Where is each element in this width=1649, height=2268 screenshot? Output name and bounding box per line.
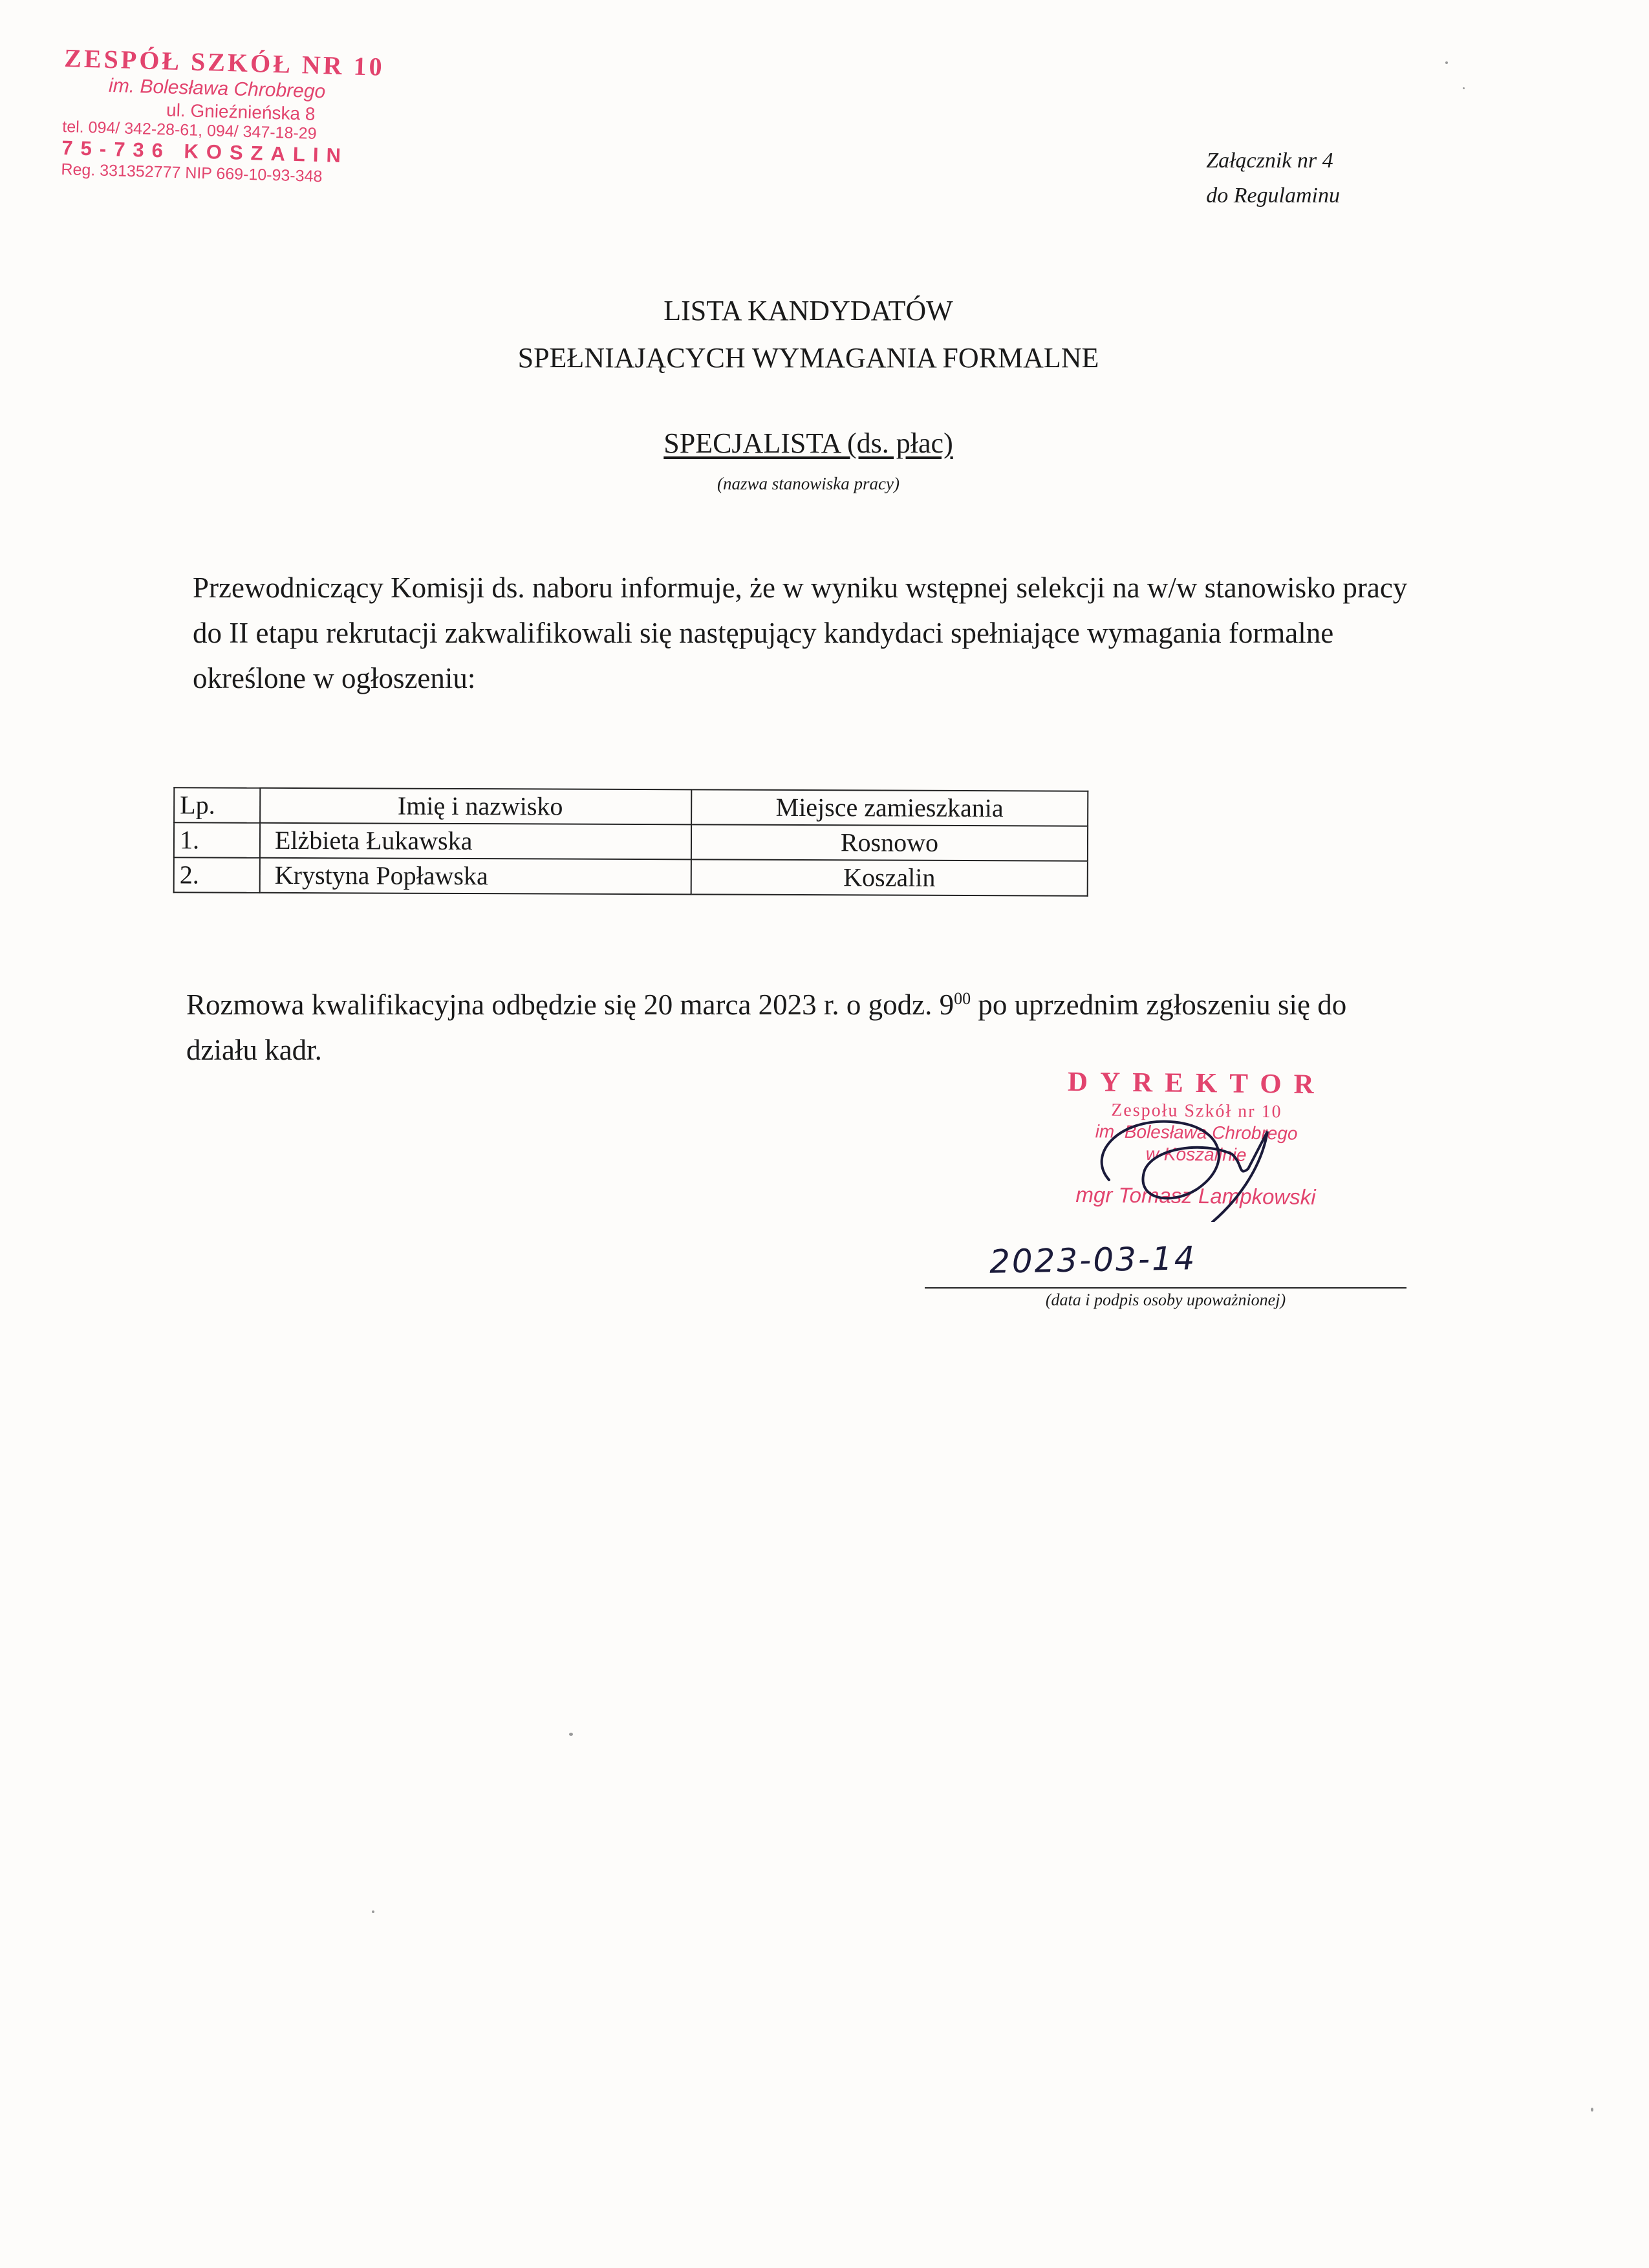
cell-place: Koszalin bbox=[691, 859, 1088, 895]
director-stamp-name: mgr Tomasz Lampkowski bbox=[1075, 1182, 1316, 1210]
signature-line bbox=[925, 1287, 1406, 1289]
cell-place: Rosnowo bbox=[691, 824, 1088, 861]
school-stamp bbox=[61, 43, 427, 189]
annex-line-2: do Regulaminu bbox=[1206, 184, 1340, 208]
header-name: Imię i nazwisko bbox=[260, 788, 691, 825]
stamp-school-name: ZESPÓŁ SZKÓŁ NR 10 bbox=[63, 43, 385, 81]
interview-time-minutes: 00 bbox=[954, 989, 971, 1008]
scan-speck bbox=[569, 1733, 573, 1736]
stamp-school-postal-city: 75-736 KOSZALIN bbox=[61, 136, 349, 167]
scan-speck bbox=[1445, 61, 1448, 64]
candidates-table bbox=[173, 787, 1089, 896]
document-title-line-1: LISTA KANDYDATÓW bbox=[663, 295, 953, 326]
interview-text-after: po uprzednim zgłoszeniu się do działu kadr. bbox=[186, 989, 1347, 1066]
header-lp: Lp. bbox=[174, 787, 260, 823]
stamp-school-patron: im. Bolesława Chrobrego bbox=[108, 75, 326, 103]
position-label: (nazwa stanowiska pracy) bbox=[717, 474, 900, 493]
scan-speck bbox=[1463, 87, 1465, 89]
table-header-row bbox=[174, 787, 1088, 826]
position-name-text: SPECJALISTA (ds. płac) bbox=[663, 427, 953, 459]
annex-note bbox=[1206, 144, 1340, 214]
document-title-line-2: SPEŁNIAJĄCYCH WYMAGANIA FORMALNE bbox=[517, 342, 1099, 374]
cell-name: Krystyna Popławska bbox=[260, 858, 691, 895]
director-stamp-city: w Koszalinie bbox=[1145, 1143, 1247, 1165]
stamp-school-registry: Reg. 331352777 NIP 669-10-93-348 bbox=[61, 160, 323, 186]
cell-lp: 2. bbox=[174, 857, 260, 893]
cell-name: Elżbieta Łukawska bbox=[260, 823, 691, 860]
director-stamp-school: Zespołu Szkół nr 10 bbox=[1111, 1100, 1282, 1122]
stamp-school-street: ul. Gnieźnieńska 8 bbox=[166, 100, 316, 124]
scan-speck bbox=[372, 1910, 374, 1913]
intro-paragraph: Przewodniczący Komisji ds. naboru informuje, że w wyniku wstępnej selekcji na w/w stanowisko pracy do II etapu rekrutacji zakwalifikowali się następujący kandydaci spełniające wymagania formalne określone w ogłoszeniu: bbox=[193, 572, 1408, 694]
stamp-school-phones: tel. 094/ 342-28-61, 094/ 347-18-29 bbox=[61, 117, 317, 143]
table-row bbox=[174, 822, 1088, 861]
annex-line-1: Załącznik nr 4 bbox=[1206, 149, 1333, 173]
interview-paragraph bbox=[186, 983, 1415, 1073]
director-stamp-title: DYREKTOR bbox=[1067, 1066, 1326, 1100]
position-name bbox=[0, 427, 1617, 460]
cell-lp: 1. bbox=[174, 822, 260, 858]
handwritten-date: 2023-03-14 bbox=[989, 1239, 1198, 1281]
scan-speck bbox=[1591, 2108, 1593, 2112]
header-place: Miejsce zamieszkania bbox=[691, 789, 1088, 826]
signature-caption: (data i podpis osoby upoważnionej) bbox=[1045, 1290, 1286, 1309]
handwritten-signature bbox=[1073, 1093, 1306, 1222]
interview-text-before: Rozmowa kwalifikacyjna odbędzie się 20 marca 2023 r. o godz. 9 bbox=[186, 989, 954, 1021]
director-stamp-patron: im. Bolesława Chrobrego bbox=[1095, 1121, 1298, 1144]
table-row bbox=[174, 857, 1088, 895]
